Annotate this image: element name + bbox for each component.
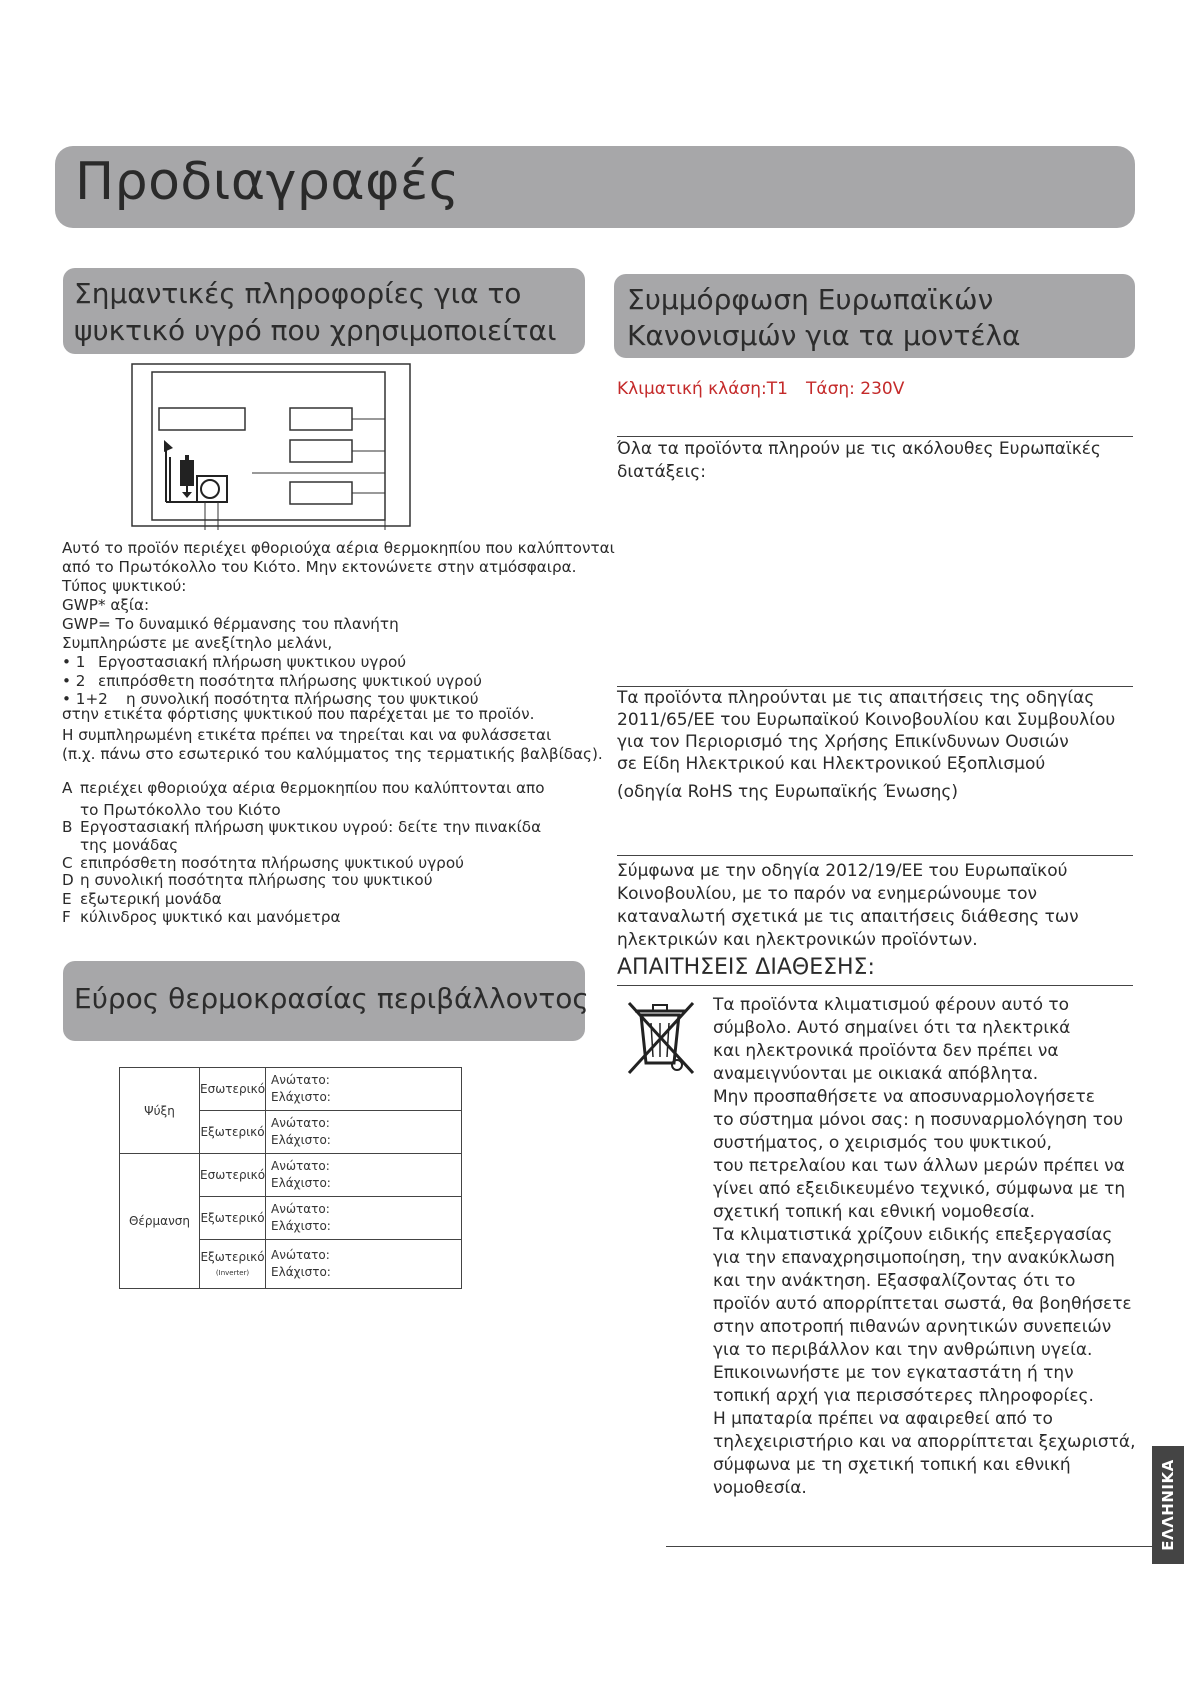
voltage: Τάση: 230V <box>806 379 905 399</box>
temperature-heading: Εύρος θερμοκρασίας περιβάλλοντος <box>74 982 589 1015</box>
cooling-indoor-range: Ανώτατο: Ελάχιστο: <box>266 1068 462 1111</box>
disposal-line: και την ανάκτηση. Εξασφαλίζοντας ότι το <box>713 1271 1076 1291</box>
heating-outdoor-inverter-range: Ανώτατο: Ελάχιστο: <box>266 1240 462 1289</box>
directives-intro-2: διατάξεις: <box>617 462 706 482</box>
disposal-line: συστήματος, ο χειρισμός του ψυκτικού, <box>713 1133 1052 1153</box>
outdoor-label: Εξωτερικό <box>200 1111 266 1154</box>
gwp-definition: GWP= Το δυναμικό θέρμανσης του πλανήτη <box>62 615 399 633</box>
weee-line-3: καταναλωτή σχετικά με τις απαιτήσεις διάθεσης των <box>617 907 1079 927</box>
rohs-line-4: σε Είδη Ηλεκτρικού και Ηλεκτρονικού Εξοπλισμού <box>617 754 1046 774</box>
disposal-line: σύμφωνα με τη σχετική τοπική και εθνική <box>713 1455 1071 1475</box>
indoor-label: Εσωτερικό <box>200 1068 266 1111</box>
cooling-label: Ψύξη <box>120 1068 200 1154</box>
language-tab <box>1152 1446 1184 1564</box>
divider <box>617 985 1133 986</box>
legend-c: C επιπρόσθετη ποσότητα πλήρωσης ψυκτικού υγρού <box>62 854 464 872</box>
refrigerant-after-1: στην ετικέτα φόρτισης ψυκτικού που παρέχεται με το προϊόν. <box>62 705 535 723</box>
disposal-line: και ηλεκτρονικά προϊόντα δεν πρέπει να <box>713 1041 1059 1061</box>
divider <box>617 436 1133 437</box>
crossed-bin-icon <box>625 997 697 1077</box>
disposal-line: τηλεχειριστήριο και να απορρίπτεται ξεχωριστά, <box>713 1432 1136 1452</box>
page-title: Προδιαγραφές <box>75 152 460 212</box>
disposal-line: τοπική αρχή για περισσότερες πληροφορίες. <box>713 1386 1094 1406</box>
gwp-value: GWP* αξία: <box>62 596 150 614</box>
indoor-label: Εσωτερικό <box>200 1154 266 1197</box>
item-number: • 1+2 <box>62 690 108 708</box>
disposal-line: στην αποτροπή πιθανών αρνητικών συνεπειών <box>713 1317 1112 1337</box>
directives-intro-1: Όλα τα προϊόντα πληρούν με τις ακόλουθες Ευρωπαϊκές <box>617 439 1101 459</box>
disposal-line: σχετική τοπική και εθνική νομοθεσία. <box>713 1202 1036 1222</box>
disposal-line: Η μπαταρία πρέπει να αφαιρεθεί από το <box>713 1409 1053 1429</box>
disposal-line: Μην προσπαθήσετε να αποσυναρμολογήσετε <box>713 1087 1095 1107</box>
disposal-line: του πετρελαίου και των άλλων μερών πρέπει να <box>713 1156 1125 1176</box>
disposal-line: προϊόν αυτό απορρίπτεται σωστά, θα βοηθήσετε <box>713 1294 1132 1314</box>
language-tab-label: ΕΛΛΗΝΙΚΑ <box>1159 1459 1177 1551</box>
weee-line-4: ηλεκτρικών και ηλεκτρονικών προϊόντων. <box>617 930 978 950</box>
cylinder-gauge-icon <box>164 440 227 530</box>
list-item <box>62 672 482 691</box>
eu-heading-line2: Κανονισμών για τα μοντέλα <box>627 319 1021 352</box>
disposal-line: Τα κλιματιστικά χρίζουν ειδικής επεξεργασίας <box>713 1225 1113 1245</box>
disposal-line: Τα προϊόντα κλιματισμού φέρουν αυτό το <box>713 995 1070 1015</box>
rohs-line-1: Τα προϊόντα πληρούνται με τις απαιτήσεις της οδηγίας <box>617 688 1095 708</box>
divider <box>617 855 1133 856</box>
refrigerant-type: Τύπος ψυκτικού: <box>62 577 187 595</box>
legend-d: D η συνολική ποσότητα πλήρωσης του ψυκτικού <box>62 871 433 889</box>
heating-outdoor-range: Ανώτατο: Ελάχιστο: <box>266 1197 462 1240</box>
disposal-line: αναμειγνύονται με οικιακά απόβλητα. <box>713 1064 1039 1084</box>
item-text: η συνολική ποσότητα πλήρωσης του ψυκτικού <box>126 690 479 708</box>
weee-line-2: Κοινοβουλίου, με το παρόν να ενημερώνουμε τον <box>617 884 1037 904</box>
item-text: επιπρόσθετη ποσότητα πλήρωσης ψυκτικού υγρού <box>98 672 482 690</box>
refrigerant-text-1: Αυτό το προϊόν περιέχει φθοριούχα αέρια θερμοκηπίου που καλύπτονται <box>62 539 615 557</box>
disposal-line: για την επαναχρησιμοποίηση, την ανακύκλωση <box>713 1248 1115 1268</box>
disposal-heading: ΑΠΑΙΤΗΣΕΙΣ ΔΙΑΘΕΣΗΣ: <box>617 955 875 980</box>
table-row <box>120 1154 462 1197</box>
fill-instruction: Συμπληρώστε με ανεξίτηλο μελάνι, <box>62 634 333 652</box>
table-row <box>120 1068 462 1111</box>
heating-indoor-range: Ανώτατο: Ελάχιστο: <box>266 1154 462 1197</box>
disposal-line: γίνει από εξειδικευμένο τεχνικό, σύμφωνα με τη <box>713 1179 1126 1199</box>
temperature-table <box>119 1067 462 1289</box>
legend-b: B Εργοστασιακή πλήρωση ψυκτικου υγρού: δείτε την πινακίδα <box>62 818 542 836</box>
legend-b-cont: της μονάδας <box>80 836 179 854</box>
refrigerant-heading-line1: Σημαντικές πληροφορίες για το <box>74 277 522 310</box>
disposal-line: το σύστημα μόνοι σας: η ποσυναρμολόγηση του <box>713 1110 1124 1130</box>
list-item <box>62 653 406 672</box>
legend-f: F κύλινδρος ψυκτικό και μανόμετρα <box>62 908 341 926</box>
legend-a: A περιέχει φθοριούχα αέρια θερμοκηπίου που καλύπτονται απο <box>62 779 545 797</box>
heating-label: Θέρμανση <box>120 1154 200 1289</box>
legend-e: E εξωτερική μονάδα <box>62 890 222 908</box>
rohs-line-5: (οδηγία RoHS της Ευρωπαϊκής Ένωσης) <box>617 782 958 802</box>
disposal-line: Επικοινωνήστε με τον εγκαταστάτη ή την <box>713 1363 1074 1383</box>
disposal-text <box>713 994 1136 1500</box>
cooling-outdoor-range: Ανώτατο: Ελάχιστο: <box>266 1111 462 1154</box>
refrigerant-text-2: από το Πρωτόκολλο του Κιότο. Μην εκτονώνετε στην ατμόσφαιρα. <box>62 558 577 576</box>
refrigerant-after-3: (π.χ. πάνω στο εσωτερικό του καλύμματος της τερματικής βαλβίδας). <box>62 745 603 763</box>
disposal-line: σύμβολο. Αυτό σημαίνει ότι τα ηλεκτρικά <box>713 1018 1071 1038</box>
disposal-line: νομοθεσία. <box>713 1478 807 1498</box>
rohs-line-3: για τον Περιορισμό της Χρήσης Επικίνδυνων Ουσιών <box>617 732 1069 752</box>
refrigerant-after-2: Η συμπληρωμένη ετικέτα πρέπει να τηρείται και να φυλάσσεται <box>62 726 552 744</box>
item-number: • 1 <box>62 653 86 671</box>
weee-line-1: Σύμφωνα με την οδηγία 2012/19/ΕΕ του Ευρωπαϊκού <box>617 861 1068 881</box>
item-text: Εργοστασιακή πλήρωση ψυκτικου υγρού <box>98 653 407 671</box>
legend-a-cont: το Πρωτόκολλο του Κιότο <box>80 801 281 819</box>
refrigerant-label-diagram <box>130 362 415 530</box>
outdoor-label: Εξωτερικό <box>200 1197 266 1240</box>
divider <box>666 1546 1162 1547</box>
eu-heading-line1: Συμμόρφωση Ευρωπαϊκών <box>627 283 994 316</box>
outdoor-inverter-label: Εξωτερικό (Inverter) <box>200 1240 266 1289</box>
climate-class: Κλιματική κλάση:T1 <box>617 379 788 399</box>
item-number: • 2 <box>62 672 86 690</box>
refrigerant-heading-line2: ψυκτικό υγρό που χρησιμοποιείται <box>74 314 557 347</box>
rohs-line-2: 2011/65/ΕΕ του Ευρωπαϊκού Κοινοβουλίου και Συμβουλίου <box>617 710 1116 730</box>
disposal-line: για το περιβάλλον και την ανθρώπινη υγεία. <box>713 1340 1093 1360</box>
